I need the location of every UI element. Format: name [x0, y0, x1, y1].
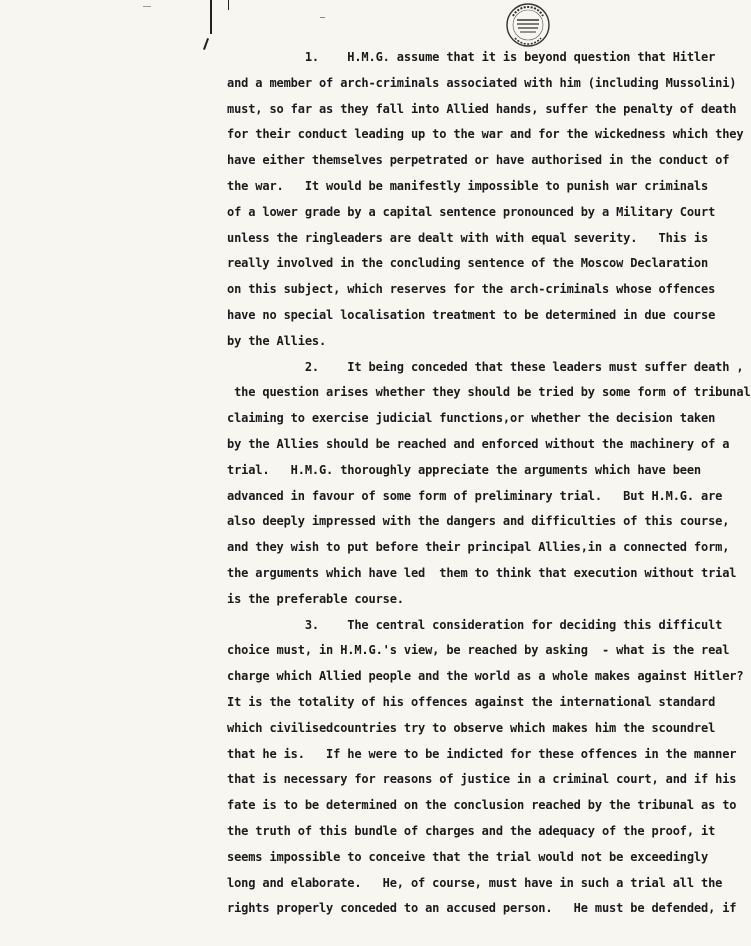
text-line: of a lower grade by a capital sentence pronounced by a Military Court	[227, 204, 716, 219]
text-line: long and elaborate. He, of course, must have in such a trial all the	[227, 875, 723, 890]
text-line: must, so far as they fall into Allied hands, suffer the penalty of death	[227, 101, 737, 116]
text-line: is the preferable course.	[227, 591, 404, 606]
text-line: trial. H.M.G. thoroughly appreciate the arguments which have been	[227, 462, 701, 477]
paragraph-1	[227, 45, 744, 355]
text-line: charge which Allied people and the world as a whole makes against Hitler?	[227, 669, 744, 684]
text-line: on this subject, which reserves for the arch-criminals whose offences	[227, 282, 716, 297]
text-line: by the Allies.	[227, 333, 327, 348]
scan-mark	[210, 0, 212, 34]
paragraph-3	[227, 613, 744, 923]
scan-mark	[228, 0, 229, 10]
text-line: unless the ringleaders are dealt with with equal severity. This is	[227, 230, 709, 245]
text-line: claiming to exercise judicial functions,or whether the decision taken	[227, 411, 716, 426]
text-line: and they wish to put before their principal Allies,in a connected form,	[227, 540, 730, 555]
document-body	[227, 45, 751, 922]
text-line: have either themselves perpetrated or have authorised in the conduct of	[227, 153, 730, 168]
text-line: 2. It being conceded that these leaders must suffer death ,	[227, 359, 744, 374]
archive-stamp-icon	[505, 2, 551, 48]
scan-mark	[143, 6, 151, 7]
text-line: It is the totality of his offences against the international standard	[227, 694, 716, 709]
text-line: that is necessary for reasons of justice in a criminal court, and if his	[227, 772, 737, 787]
text-line: advanced in favour of some form of preliminary trial. But H.M.G. are	[227, 488, 723, 503]
text-line: seems impossible to conceive that the trial would not be exceedingly	[227, 849, 709, 864]
text-line: fate is to be determined on the conclusion reached by the tribunal as to	[227, 798, 737, 813]
text-line: the truth of this bundle of charges and the adequacy of the proof, it	[227, 823, 716, 838]
text-line: which civilisedcountries try to observe which makes him the scoundrel	[227, 720, 716, 735]
text-line: really involved in the concluding sentence of the Moscow Declaration	[227, 256, 709, 271]
scan-mark	[203, 38, 209, 50]
text-line: rights properly conceded to an accused person. He must be defended, if	[227, 901, 737, 916]
text-line: the arguments which have led them to think that execution without trial	[227, 565, 737, 580]
text-line: 3. The central consideration for deciding this difficult	[227, 617, 723, 632]
text-line: and a member of arch-criminals associated with him (including Mussolini)	[227, 75, 737, 90]
text-line: also deeply impressed with the dangers and difficulties of this course,	[227, 514, 730, 529]
text-line: 1. H.M.G. assume that it is beyond question that Hitler	[227, 50, 716, 64]
text-line: the question arises whether they should be tried by some form of tribunal	[227, 385, 751, 400]
text-line: for their conduct leading up to the war and for the wickedness which they	[227, 127, 744, 142]
text-line: have no special localisation treatment to be determined in due course	[227, 307, 716, 322]
paragraph-2	[227, 355, 751, 613]
text-line: by the Allies should be reached and enforced without the machinery of a	[227, 436, 730, 451]
text-line: the war. It would be manifestly impossible to punish war criminals	[227, 178, 709, 193]
text-line: that he is. If he were to be indicted for these offences in the manner	[227, 746, 737, 761]
scan-mark	[320, 17, 325, 18]
text-line: choice must, in H.M.G.'s view, be reached by asking - what is the real	[227, 643, 730, 658]
